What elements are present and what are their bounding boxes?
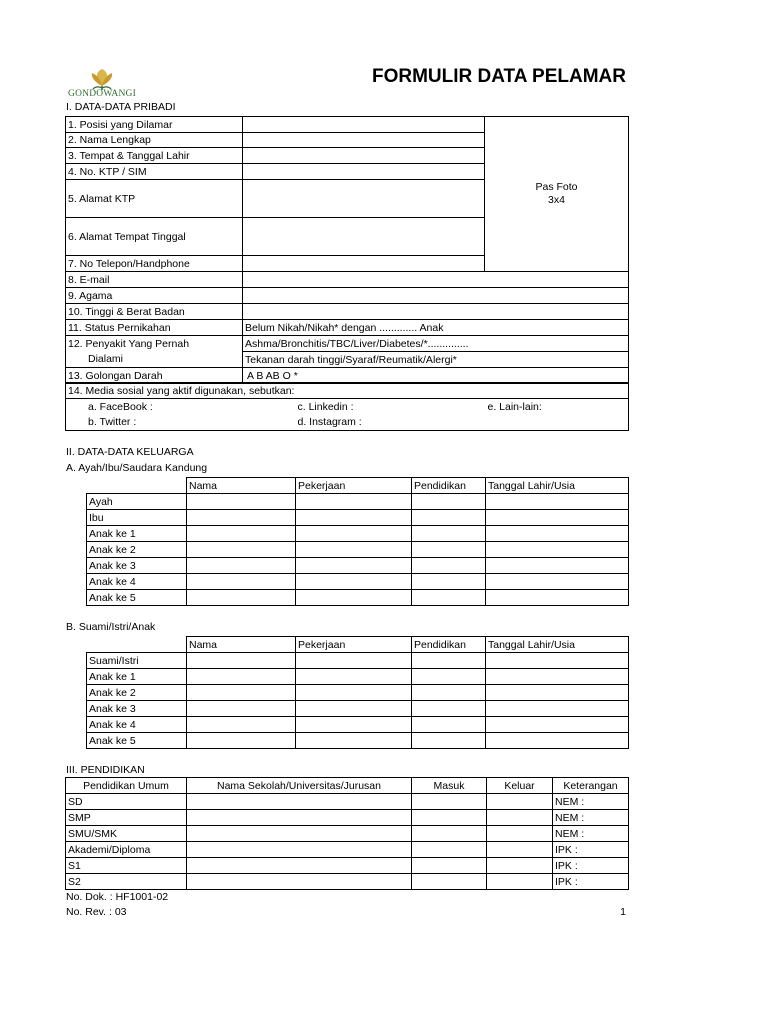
family-row-label: Suami/Istri xyxy=(87,653,187,669)
input-email[interactable] xyxy=(243,272,629,288)
label-birth: 3. Tempat & Tanggal Lahir xyxy=(66,148,243,164)
family-row-label: Anak ke 2 xyxy=(87,685,187,701)
family-row-label: Anak ke 2 xyxy=(87,542,187,558)
page-number: 1 xyxy=(620,906,626,918)
section-heading-education: III. PENDIDIKAN xyxy=(66,764,145,776)
education-note[interactable]: IPK : xyxy=(553,874,629,890)
label-email: 8. E-mail xyxy=(66,272,243,288)
input-phone[interactable] xyxy=(243,256,485,272)
label-ktp-address: 5. Alamat KTP xyxy=(66,180,243,218)
label-disease: 12. Penyakit Yang Pernah xyxy=(66,336,243,352)
page-title: FORMULIR DATA PELAMAR xyxy=(371,66,626,87)
company-logo xyxy=(62,66,142,102)
label-height-weight: 10. Tinggi & Berat Badan xyxy=(66,304,243,320)
col-education-level: Pendidikan Umum xyxy=(66,778,187,794)
col-start: Masuk xyxy=(412,778,487,794)
label-full-name: 2. Nama Lengkap xyxy=(66,133,243,148)
input-disease-2[interactable]: Tekanan darah tinggi/Syaraf/Reumatik/Alergi* xyxy=(243,352,629,368)
label-blood-type: 13. Golongan Darah xyxy=(66,368,243,384)
social-other[interactable]: e. Lain-lain: xyxy=(486,399,629,415)
family-row-label: Anak ke 5 xyxy=(87,590,187,606)
col-notes: Keterangan xyxy=(553,778,629,794)
label-religion: 9. Agama xyxy=(66,288,243,304)
education-level: SD xyxy=(66,794,187,810)
input-height-weight[interactable] xyxy=(243,304,629,320)
label-ktp: 4. No. KTP / SIM xyxy=(66,164,243,180)
education-table xyxy=(65,777,629,890)
family-row-label: Anak ke 1 xyxy=(87,526,187,542)
family-row-label: Anak ke 3 xyxy=(87,558,187,574)
social-facebook[interactable]: a. FaceBook : xyxy=(66,399,296,415)
col-school-name: Nama Sekolah/Universitas/Jurusan xyxy=(187,778,412,794)
education-level: Akademi/Diploma xyxy=(66,842,187,858)
input-home-address[interactable] xyxy=(243,218,485,256)
family-row-label: Anak ke 4 xyxy=(87,574,187,590)
label-phone: 7. No Telepon/Handphone xyxy=(66,256,243,272)
family-row-label: Anak ke 4 xyxy=(87,717,187,733)
social-instagram[interactable]: d. Instagram : xyxy=(296,415,486,431)
personal-data-table-2 xyxy=(65,271,629,384)
photo-box xyxy=(485,117,629,272)
input-ktp[interactable] xyxy=(243,164,485,180)
family-row-label: Ibu xyxy=(87,510,187,526)
revision-number: No. Rev. : 03 xyxy=(66,906,127,918)
logo-text: GONDOWANGI xyxy=(68,89,136,99)
family-row-label: Anak ke 1 xyxy=(87,669,187,685)
section-heading-family: II. DATA-DATA KELUARGA xyxy=(66,446,194,458)
education-level: S2 xyxy=(66,874,187,890)
input-religion[interactable] xyxy=(243,288,629,304)
photo-label-2: 3x4 xyxy=(548,194,565,206)
col-education: Pendidikan xyxy=(412,637,486,653)
input-ktp-address[interactable] xyxy=(243,180,485,218)
family-table-b xyxy=(86,636,629,749)
input-birth[interactable] xyxy=(243,148,485,164)
input-disease-1[interactable]: Ashma/Bronchitis/TBC/Liver/Diabetes/*.............. xyxy=(243,336,629,352)
col-birth: Tanggal Lahir/Usia xyxy=(486,478,629,494)
social-twitter[interactable]: b. Twitter : xyxy=(66,415,296,431)
education-level: SMP xyxy=(66,810,187,826)
subheading-parents: A. Ayah/Ibu/Saudara Kandung xyxy=(66,462,208,474)
flower-logo-icon xyxy=(62,66,142,90)
education-note[interactable]: NEM : xyxy=(553,794,629,810)
family-table-a xyxy=(86,477,629,606)
label-home-address: 6. Alamat Tempat Tinggal xyxy=(66,218,243,256)
label-marital-status: 11. Status Pernikahan xyxy=(66,320,243,336)
family-row-label: Anak ke 5 xyxy=(87,733,187,749)
label-position: 1. Posisi yang Dilamar xyxy=(66,117,243,133)
personal-data-table xyxy=(65,116,629,272)
education-level: SMU/SMK xyxy=(66,826,187,842)
education-level: S1 xyxy=(66,858,187,874)
family-row-label: Ayah xyxy=(87,494,187,510)
education-note[interactable]: NEM : xyxy=(553,810,629,826)
label-disease-2: Dialami xyxy=(66,352,243,368)
input-position[interactable] xyxy=(243,117,485,133)
document-number: No. Dok. : HF1001-02 xyxy=(66,891,169,903)
section-heading-personal: I. DATA-DATA PRIBADI xyxy=(66,101,176,113)
col-job: Pekerjaan xyxy=(296,478,412,494)
subheading-spouse: B. Suami/Istri/Anak xyxy=(66,621,156,633)
social-media-table xyxy=(65,382,629,431)
input-full-name[interactable] xyxy=(243,133,485,148)
col-job: Pekerjaan xyxy=(296,637,412,653)
col-name: Nama xyxy=(187,478,296,494)
col-name: Nama xyxy=(187,637,296,653)
photo-label-1: Pas Foto xyxy=(535,181,578,193)
label-social-media: 14. Media sosial yang aktif digunakan, sebutkan: xyxy=(66,383,629,399)
family-row-label: Anak ke 3 xyxy=(87,701,187,717)
education-note[interactable]: NEM : xyxy=(553,826,629,842)
education-note[interactable]: IPK : xyxy=(553,858,629,874)
col-birth: Tanggal Lahir/Usia xyxy=(486,637,629,653)
input-marital-status[interactable]: Belum Nikah/Nikah* dengan ............. Anak xyxy=(243,320,629,336)
col-end: Keluar xyxy=(487,778,553,794)
social-linkedin[interactable]: c. Linkedin : xyxy=(297,400,354,413)
education-note[interactable]: IPK : xyxy=(553,842,629,858)
input-blood-type[interactable]: A B AB O * xyxy=(243,368,629,384)
col-education: Pendidikan xyxy=(412,478,486,494)
